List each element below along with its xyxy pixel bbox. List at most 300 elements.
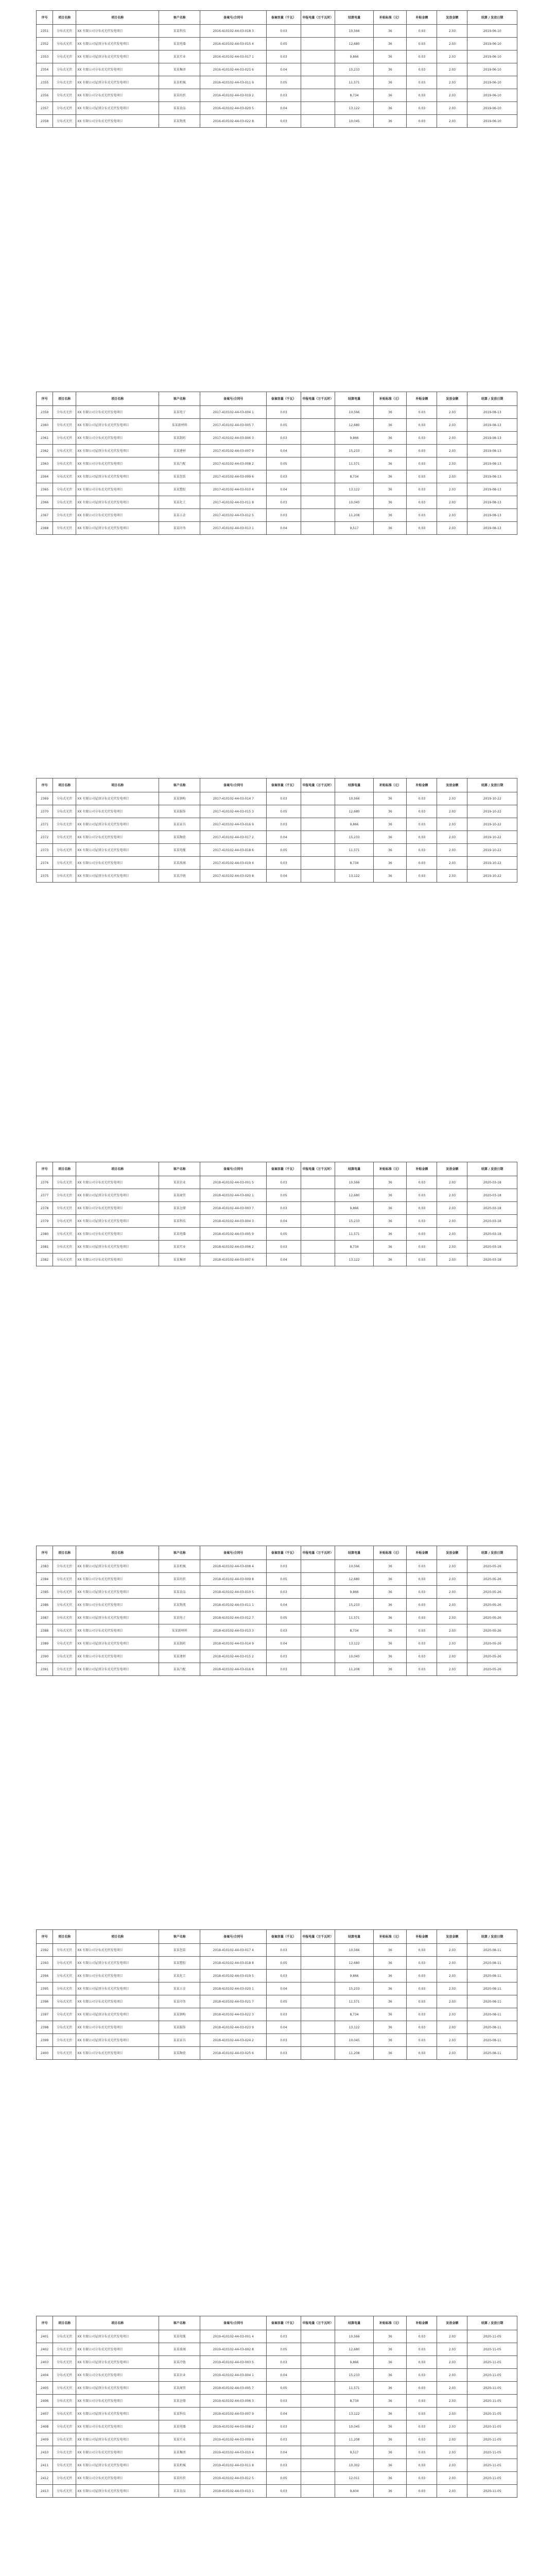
table-row (37, 870, 517, 883)
table-cell (301, 1215, 335, 1228)
table-cell: 0.03 (407, 2330, 437, 2343)
table-cell: 2404 (37, 2369, 53, 2382)
table-cell: 0.03 (407, 419, 437, 432)
table-cell: XX 有限公司屋顶分布式光伏发电项目 (76, 1637, 159, 1650)
column-header: 项目名称 (76, 392, 159, 406)
subsidy-table (36, 10, 517, 128)
table-cell: 2.03 (437, 1612, 467, 1624)
table-cell: 0.03 (267, 1650, 301, 1663)
table-cell: 某某电器 (159, 1228, 200, 1241)
table-cell: XX 有限公司分布式光伏发电项目 (76, 2047, 159, 2060)
table-cell: XX 有限公司屋顶分布式光伏发电项目 (76, 102, 159, 115)
table-cell: 36 (374, 522, 407, 535)
table-cell: 10,566 (335, 1176, 374, 1189)
table-row (37, 2472, 517, 2485)
table-cell: 2.03 (437, 1573, 467, 1586)
table-cell: XX 有限公司分布式光伏发电项目 (76, 483, 159, 496)
table-cell: 2.03 (437, 1663, 467, 1676)
column-header: 结算电量 (335, 2316, 374, 2330)
table-cell (301, 432, 335, 445)
column-header: 项目名称 (76, 2316, 159, 2330)
table-cell: 0.03 (267, 2034, 301, 2047)
table-cell (301, 818, 335, 831)
table-cell: 2412 (37, 2472, 53, 2485)
table-cell: 0.04 (267, 2408, 301, 2420)
table-cell: 36 (374, 496, 407, 509)
column-header: 补贴金额 (407, 778, 437, 792)
table-cell: 36 (374, 102, 407, 115)
table-cell: 2019-10-22 (467, 818, 517, 831)
table-row (37, 1253, 517, 1266)
table-cell: 2016-410102-44-03-011 9 (200, 76, 267, 89)
table-row (37, 483, 517, 496)
table-header-row (37, 2316, 517, 2330)
table-cell: 36 (374, 457, 407, 470)
table-cell: 0.03 (267, 50, 301, 63)
table-cell: 某某食品 (159, 1586, 200, 1599)
table-cell: 分布式光伏 (53, 522, 76, 535)
column-header: 结算 / 发放日期 (467, 11, 517, 25)
table-cell: 2019-10-22 (467, 844, 517, 857)
table-cell: 2390 (37, 1650, 53, 1663)
table-cell: 2.03 (437, 419, 467, 432)
table-cell: 15,233 (335, 1215, 374, 1228)
table-cell: 8,734 (335, 1241, 374, 1253)
column-header: 补贴金额 (407, 1162, 437, 1176)
table-cell (301, 102, 335, 115)
table-cell: XX 有限公司屋顶分布式光伏发电项目 (76, 76, 159, 89)
table-cell: 0.03 (267, 2047, 301, 2060)
table-row (37, 2485, 517, 2498)
table-cell: 2019-06-10 (467, 115, 517, 128)
column-header: 补贴标准（元） (374, 1546, 407, 1560)
table-cell: 2020-11-05 (467, 2330, 517, 2343)
table-cell: XX 有限公司分布式光伏发电项目 (76, 1970, 159, 1982)
table-cell (301, 1663, 335, 1676)
table-cell: 0.03 (267, 470, 301, 483)
table-cell: 2018-410102-44-03-002 1 (200, 1189, 267, 1202)
table-cell: 12,680 (335, 1957, 374, 1970)
table-cell: XX 有限公司屋顶分布式光伏发电项目 (76, 1189, 159, 1202)
table-cell: 0.03 (267, 496, 301, 509)
table-cell: 0.03 (407, 1663, 437, 1676)
table-cell: 分布式光伏 (53, 1957, 76, 1970)
table-cell: 0.03 (407, 522, 437, 535)
table-cell: 2019-06-10 (467, 50, 517, 63)
table-cell (301, 89, 335, 102)
table-cell: 13,122 (335, 1253, 374, 1266)
table-cell: 2020-08-11 (467, 1995, 517, 2008)
table-cell (301, 1995, 335, 2008)
table-cell: 2387 (37, 1612, 53, 1624)
table-row (37, 2408, 517, 2420)
table-cell: 2365 (37, 483, 53, 496)
table-cell: 2020-08-11 (467, 2047, 517, 2060)
table-cell: 分布式光伏 (53, 1202, 76, 1215)
table-cell: 0.03 (407, 2459, 437, 2472)
table-cell: 2018-410102-44-03-016 6 (200, 1663, 267, 1676)
table-cell: 分布式光伏 (53, 63, 76, 76)
table-cell: 2020-08-11 (467, 1944, 517, 1957)
table-cell: 某某电器 (159, 38, 200, 50)
table-cell: 0.03 (407, 2446, 437, 2459)
table-cell: 2.03 (437, 445, 467, 457)
table-cell: 2018-410102-44-03-007 6 (200, 1253, 267, 1266)
table-cell: 某某物流 (159, 115, 200, 128)
table-cell: 分布式光伏 (53, 25, 76, 38)
table-cell: 11,208 (335, 2047, 374, 2060)
table-cell: 0.03 (407, 1650, 437, 1663)
table-cell: 0.03 (407, 102, 437, 115)
table-row (37, 76, 517, 89)
table-cell: 8,734 (335, 470, 374, 483)
table-cell: 0.03 (407, 1202, 437, 1215)
table-cell: 2368 (37, 522, 53, 535)
column-header: 备案号/合同号 (200, 2316, 267, 2330)
column-header: 备案容量（千瓦） (267, 1546, 301, 1560)
table-cell: XX 有限公司分布式光伏发电项目 (76, 1599, 159, 1612)
table-cell: 2403 (37, 2356, 53, 2369)
column-header: 申报电量（万千瓦时） (301, 1930, 335, 1944)
table-cell: 36 (374, 2382, 407, 2395)
table-cell: 分布式光伏 (53, 38, 76, 50)
table-cell: 36 (374, 25, 407, 38)
table-cell: 2376 (37, 1176, 53, 1189)
table-cell: 0.03 (407, 1189, 437, 1202)
table-row (37, 2047, 517, 2060)
table-cell: 2018-410102-44-03-023 9 (200, 2021, 267, 2034)
table-cell: 0.03 (407, 870, 437, 883)
table-cell: 0.04 (267, 2369, 301, 2382)
table-row (37, 1228, 517, 1241)
table-cell: 分布式光伏 (53, 483, 76, 496)
table-cell: 36 (374, 1957, 407, 1970)
table-cell: 2.03 (437, 2485, 467, 2498)
table-cell: 分布式光伏 (53, 432, 76, 445)
table-cell: 某某化工 (159, 496, 200, 509)
table-cell: 2020-08-11 (467, 1970, 517, 1982)
table-cell: 2020-03-18 (467, 1202, 517, 1215)
table-cell (301, 522, 335, 535)
table-cell: XX 有限公司分布式光伏发电项目 (76, 509, 159, 522)
table-cell: 2393 (37, 1957, 53, 1970)
table-cell: 2379 (37, 1215, 53, 1228)
table-cell: 分布式光伏 (53, 1624, 76, 1637)
table-cell: XX 有限公司屋顶分布式光伏发电项目 (76, 2382, 159, 2395)
column-header: 备案号/合同号 (200, 1546, 267, 1560)
column-header: 申报电量（万千瓦时） (301, 11, 335, 25)
table-cell (301, 483, 335, 496)
table-cell: 2.03 (437, 115, 467, 128)
table-cell: 2019-410102-44-03-007 9 (200, 2408, 267, 2420)
table-cell: 0.03 (407, 1253, 437, 1266)
table-cell: 2394 (37, 1970, 53, 1982)
table-cell: XX 有限公司屋顶分布式光伏发电项目 (76, 1663, 159, 1676)
table-cell: 36 (374, 1624, 407, 1637)
table-cell: 2017-410102-44-03-005 7 (200, 419, 267, 432)
table-cell: XX 有限公司屋顶分布式光伏发电项目 (76, 1586, 159, 1599)
table-row (37, 1637, 517, 1650)
table-cell: 2401 (37, 2330, 53, 2343)
table-cell: 2354 (37, 63, 53, 76)
table-cell: XX 有限公司屋顶分布式光伏发电项目 (76, 470, 159, 483)
table-cell: 0.03 (407, 818, 437, 831)
table-cell: XX 有限公司分布式光伏发电项目 (76, 2472, 159, 2485)
table-cell: 2020-03-18 (467, 1253, 517, 1266)
table-cell: 36 (374, 50, 407, 63)
table-row (37, 1624, 517, 1637)
table-row (37, 445, 517, 457)
table-cell: 2020-03-18 (467, 1215, 517, 1228)
table-cell: 0.03 (407, 445, 437, 457)
table-cell: 2362 (37, 445, 53, 457)
column-header: 备案容量（千瓦） (267, 1930, 301, 1944)
table-cell: 36 (374, 483, 407, 496)
table-cell: 2017-410102-44-03-011 8 (200, 496, 267, 509)
column-header: 备案号/合同号 (200, 392, 267, 406)
table-cell: 2.03 (437, 2433, 467, 2446)
table-cell: 0.03 (407, 1624, 437, 1637)
table-cell: 0.04 (267, 1215, 301, 1228)
table-cell: 11,208 (335, 1663, 374, 1676)
table-cell: 2384 (37, 1573, 53, 1586)
subsidy-table (36, 1546, 517, 1676)
table-cell: 36 (374, 1202, 407, 1215)
table-cell: 15,233 (335, 1599, 374, 1612)
table-cell: 2018-410102-44-03-017 4 (200, 1944, 267, 1957)
table-cell: 13,122 (335, 483, 374, 496)
table-cell: 分布式光伏 (53, 2369, 76, 2382)
table-cell (301, 63, 335, 76)
column-header: 补贴标准（元） (374, 392, 407, 406)
column-header: 补贴金额 (407, 2316, 437, 2330)
table-cell: 10,566 (335, 792, 374, 805)
table-cell: 11,571 (335, 1228, 374, 1241)
table-cell: 36 (374, 1663, 407, 1676)
table-cell (301, 2356, 335, 2369)
table-cell: 2.03 (437, 2472, 467, 2485)
table-cell: 2.03 (437, 2408, 467, 2420)
table-cell: 0.03 (267, 1560, 301, 1573)
table-cell: 2017-410102-44-03-016 9 (200, 818, 267, 831)
table-cell: 分布式光伏 (53, 1176, 76, 1189)
table-cell (301, 2021, 335, 2034)
table-cell: 2.03 (437, 2356, 467, 2369)
table-cell: 2020-11-05 (467, 2369, 517, 2382)
table-cell: 2.03 (437, 483, 467, 496)
table-cell: 2.03 (437, 1189, 467, 1202)
table-cell: 分布式光伏 (53, 2446, 76, 2459)
table-cell (301, 1637, 335, 1650)
table-cell: 12,680 (335, 2343, 374, 2356)
table-cell: 2.03 (437, 1982, 467, 1995)
table-cell: 2.03 (437, 1995, 467, 2008)
table-cell: XX 有限公司分布式光伏发电项目 (76, 805, 159, 818)
table-cell: 2016-410102-44-03-018 3 (200, 25, 267, 38)
table-cell: 36 (374, 2343, 407, 2356)
table-cell: 2019-06-10 (467, 89, 517, 102)
column-header: 结算电量 (335, 1162, 374, 1176)
table-cell: 2389 (37, 1637, 53, 1650)
table-cell: 15,233 (335, 1982, 374, 1995)
table-cell: 2386 (37, 1599, 53, 1612)
table-cell: 某某汽配 (159, 1663, 200, 1676)
table-cell: 36 (374, 2034, 407, 2047)
table-cell: 2019-10-22 (467, 831, 517, 844)
table-cell: 36 (374, 1176, 407, 1189)
table-cell: 2372 (37, 831, 53, 844)
table-cell: 某某食品 (159, 2485, 200, 2498)
table-row (37, 2330, 517, 2343)
table-cell: 分布式光伏 (53, 1982, 76, 1995)
table-cell: 分布式光伏 (53, 844, 76, 857)
table-cell: 0.03 (407, 470, 437, 483)
table-row (37, 1573, 517, 1586)
table-cell: 0.04 (267, 2021, 301, 2034)
table-cell: 2020-08-11 (467, 2021, 517, 2034)
table-cell (301, 805, 335, 818)
table-cell: 2.03 (437, 1957, 467, 1970)
table-cell: 0.03 (267, 1586, 301, 1599)
table-cell: 0.03 (267, 115, 301, 128)
table-cell: 36 (374, 870, 407, 883)
table-cell: 0.05 (267, 1573, 301, 1586)
table-cell: 0.03 (407, 432, 437, 445)
table-cell: 某某冷链 (159, 870, 200, 883)
table-cell: 2019-410102-44-03-009 6 (200, 2433, 267, 2446)
table-cell: XX 有限公司屋顶分布式光伏发电项目 (76, 2330, 159, 2343)
table-cell (301, 2446, 335, 2459)
table-cell: 2018-410102-44-03-011 1 (200, 1599, 267, 1612)
table-cell: 某某玻璃 (159, 2343, 200, 2356)
table-cell: 8,734 (335, 2008, 374, 2021)
table-cell: 2400 (37, 2047, 53, 2060)
table-cell: 分布式光伏 (53, 1573, 76, 1586)
table-cell: 0.05 (267, 1995, 301, 2008)
table-cell: 2019-08-13 (467, 509, 517, 522)
table-cell: 10,566 (335, 2330, 374, 2343)
table-cell: 某某商贸 (159, 2382, 200, 2395)
table-cell: 13,122 (335, 2021, 374, 2034)
table-cell: 2351 (37, 25, 53, 38)
table-cell: 36 (374, 1586, 407, 1599)
table-cell: 某某电子 (159, 406, 200, 419)
table-cell: 某某钢构 (159, 792, 200, 805)
table-cell: 0.03 (267, 2459, 301, 2472)
table-cell: 15,233 (335, 63, 374, 76)
table-cell: 2016-410102-44-03-017 1 (200, 50, 267, 63)
table-cell: 2371 (37, 818, 53, 831)
table-row (37, 1995, 517, 2008)
table-cell (301, 1624, 335, 1637)
table-cell: 分布式光伏 (53, 1599, 76, 1612)
table-cell: 某某电子 (159, 1612, 200, 1624)
table-cell: 某某塑胶 (159, 483, 200, 496)
table-cell: 某某制药 (159, 1637, 200, 1650)
table-cell: 0.04 (267, 1637, 301, 1650)
table-cell: XX 有限公司屋顶分布式光伏发电项目 (76, 1241, 159, 1253)
table-cell: 2.03 (437, 870, 467, 883)
table-cell: 8,734 (335, 857, 374, 870)
table-cell: 分布式光伏 (53, 1995, 76, 2008)
table-cell: 2392 (37, 1944, 53, 1957)
table-row (37, 2446, 517, 2459)
table-cell: 2018-410102-44-03-005 9 (200, 1228, 267, 1241)
table-header-row (37, 11, 517, 25)
table-cell: 某某服饰 (159, 2021, 200, 2034)
column-header: 项目名称 (76, 778, 159, 792)
table-cell: 2.03 (437, 522, 467, 535)
table-cell: XX 有限公司屋顶分布式光伏发电项目 (76, 2356, 159, 2369)
table-row (37, 844, 517, 857)
table-cell: XX 有限公司分布式光伏发电项目 (76, 1228, 159, 1241)
table-cell: 2405 (37, 2382, 53, 2395)
table-cell: 10,566 (335, 25, 374, 38)
table-cell: 分布式光伏 (53, 1944, 76, 1957)
table-cell: 8,734 (335, 89, 374, 102)
table-cell: XX 有限公司分布式光伏发电项目 (76, 2369, 159, 2382)
table-cell: 2020-05-26 (467, 1650, 517, 1663)
column-header: 结算电量 (335, 1546, 374, 1560)
table-cell: 12,680 (335, 419, 374, 432)
table-row (37, 102, 517, 115)
table-cell: 0.03 (267, 857, 301, 870)
table-cell: 0.03 (407, 1176, 437, 1189)
table-cell: XX 有限公司分布式光伏发电项目 (76, 2446, 159, 2459)
table-cell: 2016-410102-44-03-021 6 (200, 63, 267, 76)
table-cell (301, 76, 335, 89)
table-cell: 分布式光伏 (53, 89, 76, 102)
table-row (37, 2021, 517, 2034)
table-row (37, 50, 517, 63)
table-cell: 2019-08-13 (467, 445, 517, 457)
table-cell (301, 50, 335, 63)
table-cell: 0.03 (407, 2034, 437, 2047)
table-cell: 2374 (37, 857, 53, 870)
table-cell: 2017-410102-44-03-007 9 (200, 445, 267, 457)
table-cell: 0.03 (267, 2356, 301, 2369)
table-cell: 某某仓储 (159, 2395, 200, 2408)
table-cell (301, 2433, 335, 2446)
column-header: 备案容量（千瓦） (267, 11, 301, 25)
table-cell: 某某化工 (159, 1970, 200, 1982)
table-cell: 0.03 (267, 1202, 301, 1215)
table-cell: 2019-10-22 (467, 857, 517, 870)
table-cell: 某某农业 (159, 1176, 200, 1189)
table-cell: 2353 (37, 50, 53, 63)
table-cell: 2019-06-10 (467, 38, 517, 50)
table-cell: 0.03 (407, 2408, 437, 2420)
table-cell: 2.03 (437, 25, 467, 38)
table-cell: 0.03 (407, 1228, 437, 1241)
table-cell: 2020-11-05 (467, 2420, 517, 2433)
table-cell: 某某冷链 (159, 2356, 200, 2369)
column-header: 项目名称 (53, 1546, 76, 1560)
table-cell: 2.03 (437, 1970, 467, 1982)
column-header: 发放金额 (437, 11, 467, 25)
table-cell: 某某电缆 (159, 2330, 200, 2343)
table-row (37, 2420, 517, 2433)
table-cell: 2019-410102-44-03-008 2 (200, 2420, 267, 2433)
table-cell: 0.03 (267, 2008, 301, 2021)
table-cell: 某某玻璃 (159, 857, 200, 870)
column-header: 序号 (37, 1162, 53, 1176)
table-row (37, 1663, 517, 1676)
table-row (37, 1202, 517, 1215)
table-cell: 2369 (37, 792, 53, 805)
table-cell (301, 857, 335, 870)
table-cell: 分布式光伏 (53, 2382, 76, 2395)
